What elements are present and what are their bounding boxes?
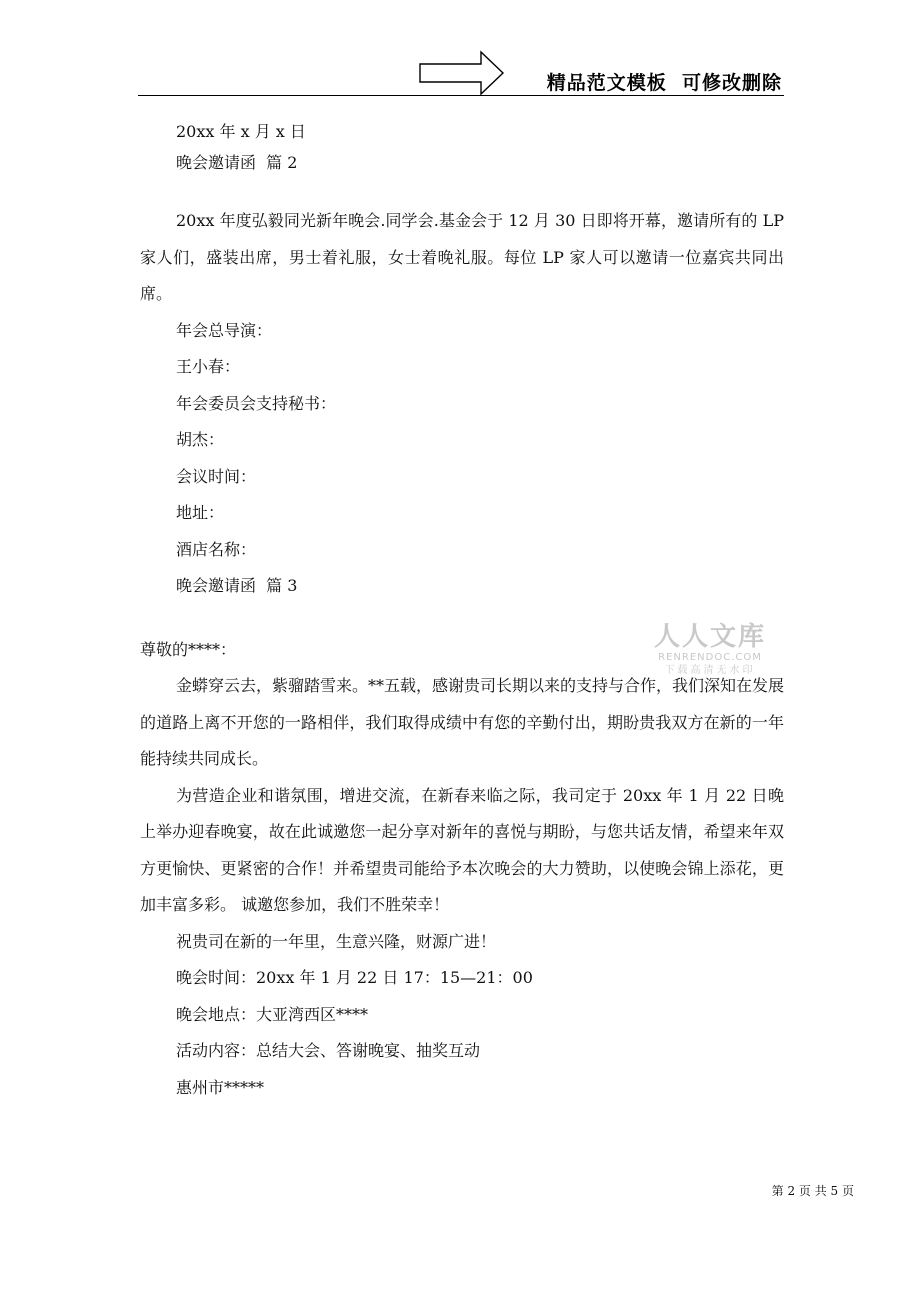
section-3-paragraph-1: 金蟒穿云去，紫骝踏雪来。**五载，感谢贵司长期以来的支持与合作，我们深知在发展的道路上离不开您的一路相伴，我们取得成绩中有您的辛勤付出，期盼贵我双方在新的一年能持续共同成长。 bbox=[140, 676, 785, 768]
page-number: 第 2 页 共 5 页 bbox=[771, 1184, 854, 1198]
event-location: 晚会地点：大亚湾西区**** bbox=[176, 1004, 369, 1024]
watermark-subtitle: 下载高清无水印 bbox=[664, 665, 756, 676]
signature: 惠州市***** bbox=[176, 1077, 265, 1097]
field-director: 年会总导演： bbox=[176, 320, 273, 340]
document-body bbox=[140, 116, 784, 1106]
field-secretary-name: 胡杰： bbox=[176, 430, 225, 449]
date-line: 20xx 年 x 月 x 日 bbox=[176, 122, 306, 141]
field-address: 地址： bbox=[176, 503, 225, 522]
watermark-domain: RENRENDOC.COM bbox=[658, 652, 762, 663]
field-hotel-name: 酒店名称： bbox=[176, 539, 257, 559]
header-title: 精品范文模板 可修改删除 bbox=[546, 72, 782, 94]
section-2-paragraph: 20xx 年度弘毅同光新年晚会.同学会.基金会于 12 月 30 日即将开幕，邀请所有的 LP 家人们，盛装出席，男士着礼服，女士着晚礼服。每位 LP 家人可以邀请一位嘉宾共同出席。 bbox=[140, 211, 784, 303]
right-arrow-icon bbox=[419, 50, 505, 96]
salutation: 尊敬的****： bbox=[140, 639, 237, 659]
field-secretary: 年会委员会支持秘书： bbox=[176, 393, 337, 413]
event-activities: 活动内容：总结大会、答谢晚宴、抽奖互动 bbox=[176, 1041, 481, 1060]
field-meeting-time: 会议时间： bbox=[176, 466, 257, 486]
watermark-title: 人人文库 bbox=[653, 622, 766, 652]
header-divider bbox=[138, 95, 784, 96]
wish-line: 祝贵司在新的一年里，生意兴隆，财源广进！ bbox=[176, 931, 497, 951]
section-3-paragraph-2: 为营造企业和谐氛围，增进交流，在新春来临之际，我司定于 20xx 年 1 月 22 日晚上举办迎春晚宴，故在此诚邀您一起分享对新年的喜悦与期盼，与您共话友情，希望来年双方更愉快、更紧密的合作！并希望贵司能给予本次晚会的大力赞助，以使晚会锦上添花，更加丰富多彩。 诚邀您参加，我们不胜荣幸！ bbox=[140, 785, 784, 914]
page-header bbox=[138, 50, 784, 98]
watermark bbox=[648, 622, 772, 677]
section-2-title: 晚会邀请函 篇 2 bbox=[176, 153, 298, 172]
section-3-title: 晚会邀请函 篇 3 bbox=[176, 576, 298, 595]
event-time: 晚会时间：20xx 年 1 月 22 日 17：15—21：00 bbox=[176, 968, 533, 987]
field-director-name: 王小春： bbox=[176, 357, 241, 376]
